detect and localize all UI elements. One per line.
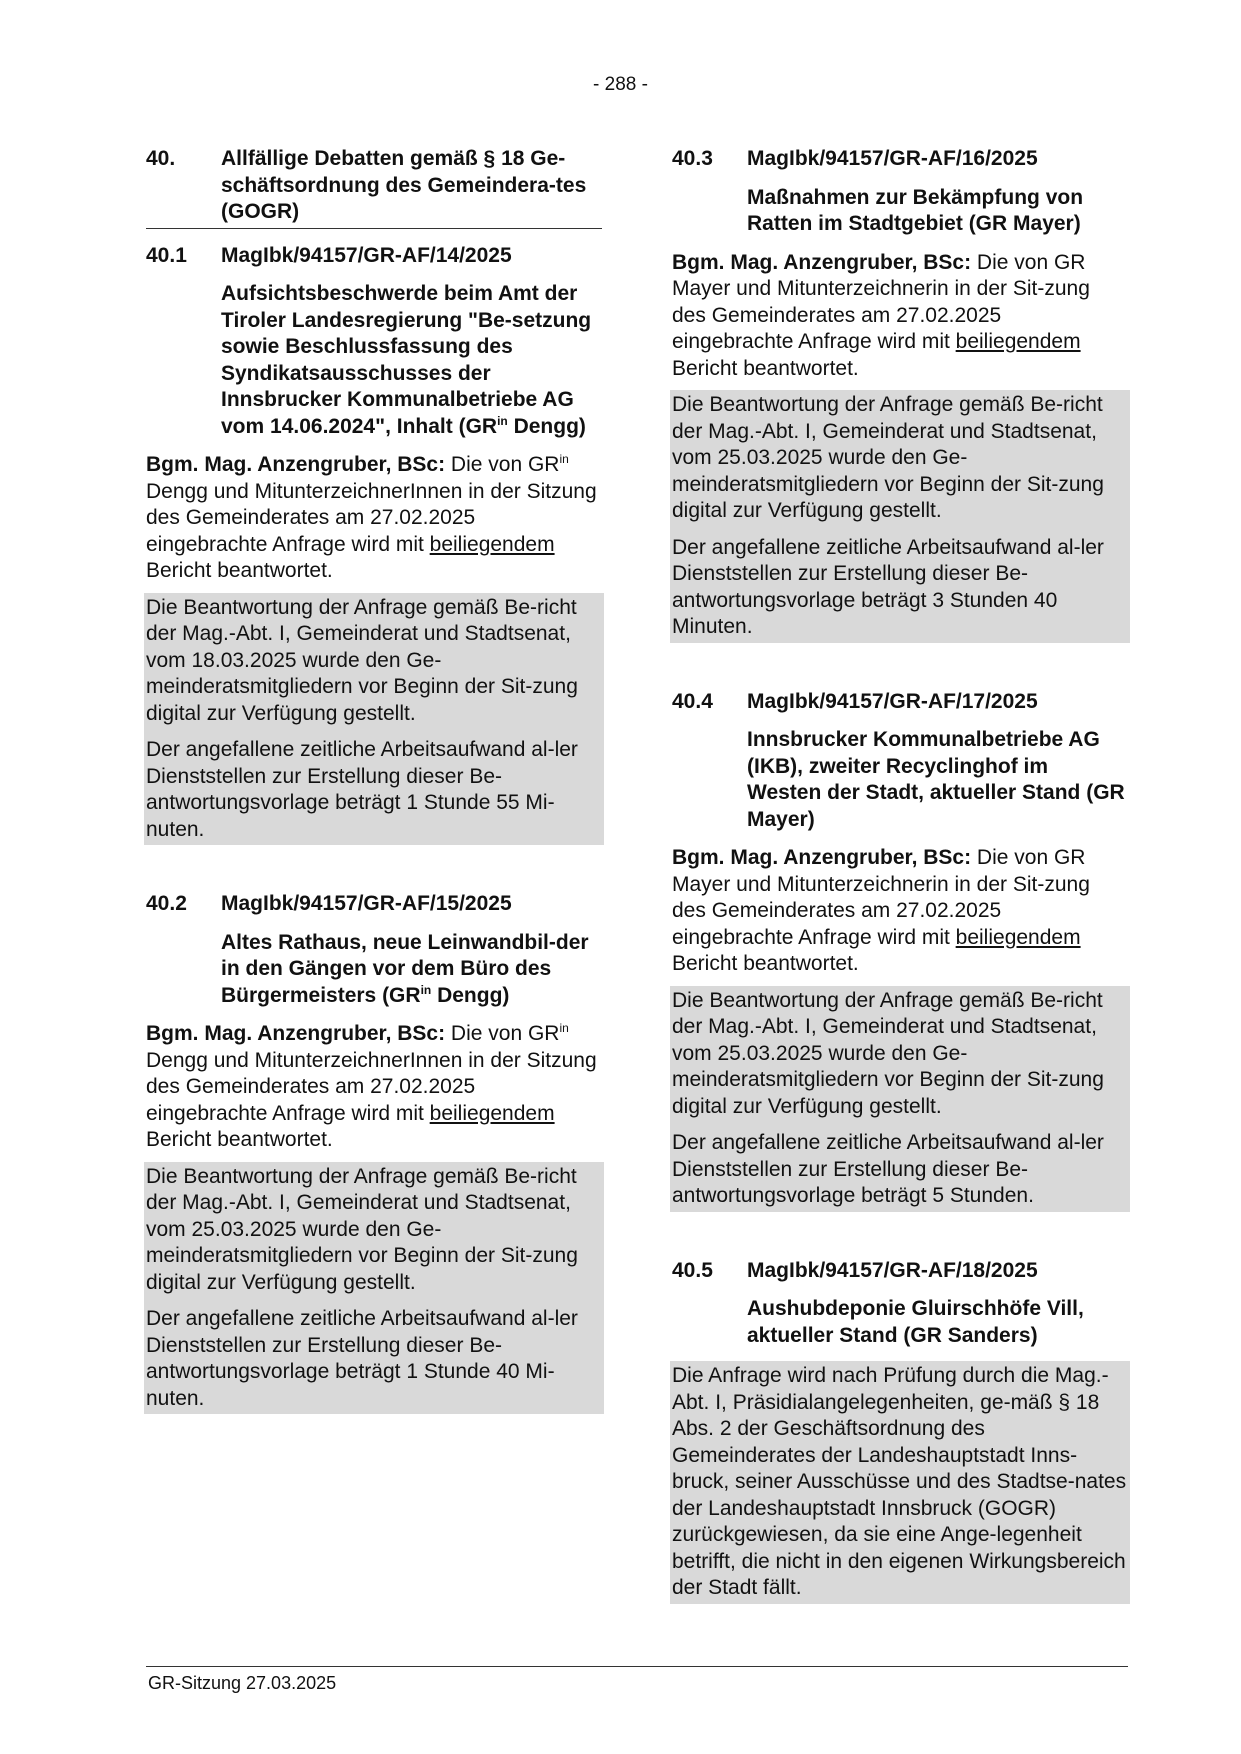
- section-heading: [146, 243, 602, 270]
- subtitle-text: Altes Rathaus, neue Leinwandbil-der in den Gängen vor dem Büro des Bürgermeisters (GR: [221, 930, 589, 1007]
- page-number: - 288 -: [593, 74, 648, 95]
- section-number: 40.1: [146, 243, 187, 267]
- note-effort: Der angefallene zeitliche Arbeitsaufwand al-ler Dienststellen zur Erstellung dieser Be-antwortungsvorlage beträgt 1 Stunde 40 Mi-nuten.: [146, 1307, 578, 1410]
- note-effort: Der angefallene zeitliche Arbeitsaufwand al-ler Dienststellen zur Erstellung dieser Be-antwortungsvorlage beträgt 1 Stunde 55 Mi-nuten.: [146, 738, 578, 841]
- answer-paragraph: [672, 845, 1128, 978]
- section-number: 40.4: [672, 689, 713, 713]
- answer-pre: Die von GR Mayer und Mitunterzeichnerin in der Sit-zung des Gemeinderates am 27.02.2025 eingebrachte Anfrage wird mit: [672, 250, 1090, 353]
- note-box: [670, 390, 1130, 643]
- answer-pre: Die von GR: [445, 1022, 560, 1045]
- main-heading-title: Allfällige Debatten gemäß § 18 Ge-schäftsordnung des Gemeindera-tes (GOGR): [221, 147, 587, 223]
- answer-mid: Dengg und MitunterzeichnerInnen in der Sitzung des Gemeinderates am 27.02.2025 eingebrachte Anfrage wird mit: [146, 1048, 597, 1125]
- answer-post: Bericht beantwortet.: [672, 356, 859, 380]
- note-box: [144, 1162, 604, 1415]
- note-box: [670, 1361, 1130, 1604]
- answer-sup: in: [559, 1021, 569, 1035]
- note-distribution: Die Beantwortung der Anfrage gemäß Be-richt der Mag.-Abt. I, Gemeinderat und Stadtsenat, vom 25.03.2025 wurde den Ge-meinderatsmitgliedern vor Beginn der Sit-zung digital zur Verfügung gestellt.: [672, 393, 1104, 522]
- answer-underlined: beiliegendem: [955, 330, 1081, 353]
- answer-underlined: beiliegendem: [955, 925, 1081, 949]
- answer-underlined: beiliegendem: [429, 1101, 555, 1125]
- note-box: [144, 593, 604, 846]
- section-heading: [672, 146, 1128, 173]
- section-heading: [146, 891, 602, 918]
- section-subtitle: Maßnahmen zur Bekämpfung von Ratten im Stadtgebiet (GR Mayer): [747, 185, 1084, 235]
- answer-underlined: beiliegendem: [429, 532, 555, 556]
- section-40-3: [672, 146, 1128, 643]
- subtitle-text: Aufsichtsbeschwerde beim Amt der Tiroler Landesregierung "Be-setzung sowie Beschlussfassung des Syndikatsausschusses der Innsbrucker Kommunalbetriebe AG vom 14.06.2024", Inhalt (GR: [221, 282, 592, 438]
- section-heading: [672, 1258, 1128, 1285]
- footer-text: GR-Sitzung 27.03.2025: [148, 1673, 337, 1693]
- answer-sup: in: [559, 452, 569, 466]
- subtitle-sup: in: [497, 413, 508, 428]
- speaker: Bgm. Mag. Anzengruber, BSc:: [672, 846, 972, 869]
- section-subtitle: Innsbrucker Kommunalbetriebe AG (IKB), zweiter Recyclinghof im Westen der Stadt, aktueller Stand (GR Mayer): [747, 728, 1125, 831]
- answer-paragraph: [672, 250, 1128, 383]
- section-reference: MagIbk/94157/GR-AF/14/2025: [221, 243, 512, 267]
- note-effort: Der angefallene zeitliche Arbeitsaufwand al-ler Dienststellen zur Erstellung dieser Be-antwortungsvorlage beträgt 3 Stunden 40 Minuten.: [672, 535, 1104, 638]
- section-heading: [672, 689, 1128, 716]
- section-reference: MagIbk/94157/GR-AF/15/2025: [221, 892, 512, 915]
- subtitle-end: Dengg): [507, 414, 586, 438]
- speaker: Bgm. Mag. Anzengruber, BSc:: [146, 453, 446, 476]
- section-40-1: [146, 243, 602, 846]
- note-distribution: Die Beantwortung der Anfrage gemäß Be-richt der Mag.-Abt. I, Gemeinderat und Stadtsenat, vom 25.03.2025 wurde den Ge-meinderatsmitgliedern vor Beginn der Sit-zung digital zur Verfügung gestellt.: [672, 988, 1104, 1118]
- answer-paragraph: [146, 1021, 602, 1154]
- section-number: 40.3: [672, 147, 713, 170]
- note-distribution: Die Beantwortung der Anfrage gemäß Be-richt der Mag.-Abt. I, Gemeinderat und Stadtsenat, vom 25.03.2025 wurde den Ge-meinderatsmitgliedern vor Beginn der Sit-zung digital zur Verfügung gestellt.: [146, 1164, 578, 1294]
- section-reference: MagIbk/94157/GR-AF/18/2025: [747, 1258, 1038, 1282]
- section-40-4: [672, 689, 1128, 1212]
- left-column: [146, 146, 602, 1414]
- speaker: Bgm. Mag. Anzengruber, BSc:: [146, 1022, 446, 1045]
- answer-paragraph: [146, 452, 602, 585]
- speaker: Bgm. Mag. Anzengruber, BSc:: [672, 250, 972, 274]
- footer-divider: [146, 1666, 1128, 1667]
- answer-pre: Die von GR Mayer und Mitunterzeichnerin in der Sit-zung des Gemeinderates am 27.02.2025 eingebrachte Anfrage wird mit: [672, 846, 1090, 949]
- answer-post: Bericht beantwortet.: [146, 559, 333, 582]
- section-reference: MagIbk/94157/GR-AF/17/2025: [747, 689, 1038, 713]
- answer-pre: Die von GR: [445, 453, 560, 476]
- section-reference: MagIbk/94157/GR-AF/16/2025: [747, 147, 1038, 170]
- subtitle-end: Dengg): [431, 983, 510, 1007]
- note-effort: Der angefallene zeitliche Arbeitsaufwand al-ler Dienststellen zur Erstellung dieser Be-antwortungsvorlage beträgt 5 Stunden.: [672, 1131, 1104, 1207]
- note-distribution: Die Beantwortung der Anfrage gemäß Be-richt der Mag.-Abt. I, Gemeinderat und Stadtsenat, vom 18.03.2025 wurde den Ge-meinderatsmitgliedern vor Beginn der Sit-zung digital zur Verfügung gestellt.: [146, 595, 578, 725]
- section-subtitle: [146, 281, 602, 440]
- section-subtitle: Aushubdeponie Gluirschhöfe Vill, aktueller Stand (GR Sanders): [747, 1297, 1084, 1347]
- main-heading: [146, 146, 602, 229]
- section-40-2: [146, 891, 602, 1414]
- note-box: [670, 986, 1130, 1212]
- subtitle-sup: in: [420, 982, 432, 997]
- section-40-5: [672, 1258, 1128, 1604]
- answer-post: Bericht beantwortet.: [146, 1128, 333, 1151]
- section-number: 40.2: [146, 892, 187, 915]
- main-heading-number: 40.: [146, 147, 176, 170]
- section-subtitle: [146, 930, 602, 1010]
- note-rejection: Die Anfrage wird nach Prüfung durch die Mag.-Abt. I, Präsidialangelegenheiten, ge-mäß § 18 Abs. 2 der Geschäftsordnung des Gemeinderates der Landeshauptstadt Inns-bruck, seiner Ausschüsse und des Stadtse-nates der Landeshauptstadt Innsbruck (GOGR) zurückgewiesen, da sie eine Ange-legenheit betrifft, die nicht in den eigenen Wirkungsbereich der Stadt fällt.: [672, 1364, 1127, 1599]
- answer-post: Bericht beantwortet.: [672, 952, 859, 975]
- answer-mid: Dengg und MitunterzeichnerInnen in der Sitzung des Gemeinderates am 27.02.2025 eingebrachte Anfrage wird mit: [146, 479, 597, 556]
- section-number: 40.5: [672, 1258, 713, 1282]
- right-column: [672, 146, 1128, 1604]
